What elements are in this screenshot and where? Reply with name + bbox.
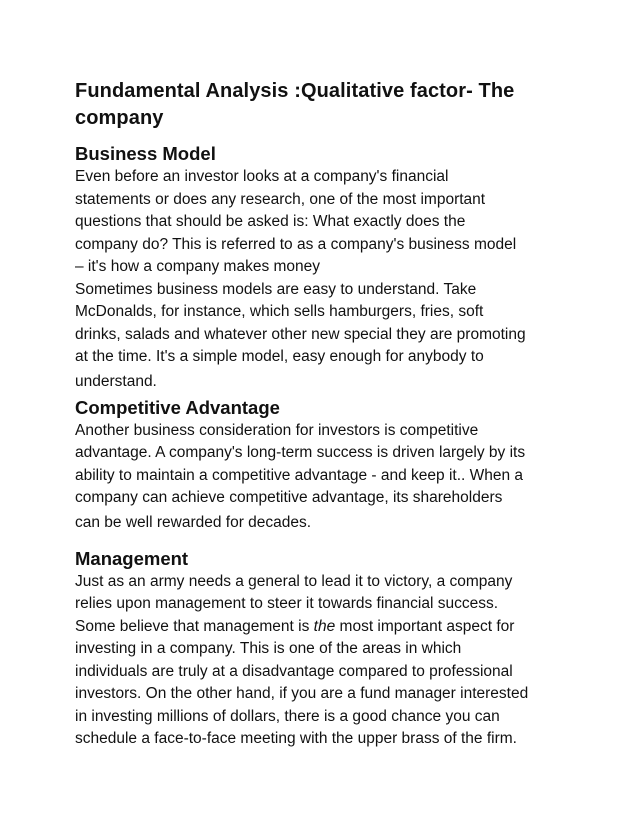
text-line: Sometimes business models are easy to understand. Take <box>75 280 477 298</box>
text-line: statements or does any research, one of the most important <box>75 190 486 208</box>
text-line: drinks, salads and whatever other new special they are promoting <box>75 325 526 343</box>
text-line: investors. On the other hand, if you are a fund manager interested <box>75 685 529 702</box>
text-line: can be well rewarded for decades. <box>75 513 312 531</box>
text-line: in investing millions of dollars, there is a good chance you can <box>75 707 500 725</box>
section-heading-business-model: Business Model <box>75 143 216 164</box>
text-line: schedule a face-to-face meeting with the upper brass of the firm. <box>75 730 517 747</box>
document-title <box>75 78 570 132</box>
text-line: McDonalds, for instance, which sells hamburgers, fries, soft <box>75 303 484 320</box>
text-line: at the time. It's a simple model, easy enough for anybody to <box>75 348 484 365</box>
text-line: company do? This is referred to as a company's business model <box>75 235 517 253</box>
text-line: Just as an army needs a general to lead it to victory, a company <box>75 572 513 590</box>
text-line: investing in a company. This is one of the areas in which <box>75 640 462 657</box>
text-run: most important aspect for <box>335 617 515 635</box>
text-line: company can achieve competitive advantage, its shareholders <box>75 489 503 506</box>
text-line: – it's how a company makes money <box>75 258 321 275</box>
text-line: relies upon management to steer it towards financial success. <box>75 595 499 612</box>
text-line: Even before an investor looks at a company's financial <box>75 168 449 185</box>
section-heading-management: Management <box>75 547 189 569</box>
section-heading-competitive-advantage: Competitive Advantage <box>75 396 280 418</box>
text-line: understand. <box>75 372 157 390</box>
text-line-with-emphasis <box>75 616 570 639</box>
title-line: Fundamental Analysis :Qualitative factor- The <box>75 80 515 102</box>
title-line: company <box>75 107 164 129</box>
text-line: questions that should be asked is: What exactly does the <box>75 213 466 230</box>
document-content <box>75 78 570 751</box>
text-line: advantage. A company's long-term success is driven largely by its <box>75 444 526 461</box>
competitive-advantage-paragraph <box>75 420 570 535</box>
text-line: ability to maintain a competitive advantage - and keep it.. When a <box>75 466 524 484</box>
text-run: Some believe that management is <box>75 617 314 635</box>
business-model-paragraph <box>75 166 570 394</box>
text-line: Another business consideration for investors is competitive <box>75 421 479 439</box>
text-line: individuals are truly at a disadvantage compared to professional <box>75 662 513 680</box>
management-paragraph <box>75 571 570 751</box>
emphasized-word: the <box>313 617 336 635</box>
